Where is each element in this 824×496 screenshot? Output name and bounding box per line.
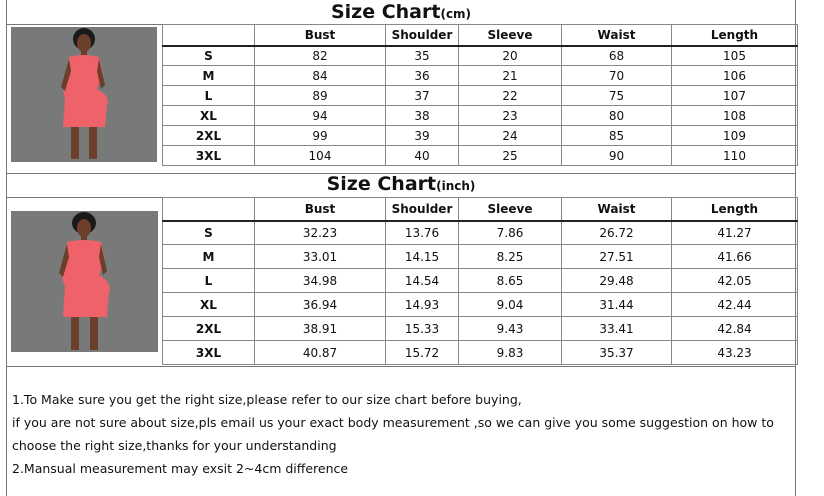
title-inch-unit: (inch): [436, 179, 476, 193]
table-cell: 33.01: [255, 245, 386, 269]
table-cell: 15.33: [386, 317, 459, 341]
header-shoulder: Shoulder: [386, 25, 459, 46]
table-cell: 7.86: [459, 221, 562, 245]
table-cell: 34.98: [255, 269, 386, 293]
table-row: [163, 221, 798, 245]
size-label: XL: [163, 293, 255, 317]
size-notes: [12, 388, 792, 480]
table-cell: 32.23: [255, 221, 386, 245]
header-waist: Waist: [562, 25, 672, 46]
table-cell: 8.65: [459, 269, 562, 293]
table-cell: 14.93: [386, 293, 459, 317]
table-cell: 27.51: [562, 245, 672, 269]
table-row: [163, 46, 798, 66]
table-header-row: [163, 198, 798, 221]
note-line: choose the right size,thanks for your understanding: [12, 438, 337, 453]
table-cell: 31.44: [562, 293, 672, 317]
table-cell: 84: [255, 66, 386, 86]
table-cell: 40.87: [255, 341, 386, 365]
table-cell: 75: [562, 86, 672, 106]
size-label: L: [163, 269, 255, 293]
size-table-inch: [162, 197, 798, 365]
divider: [6, 366, 796, 367]
table-header-row: [163, 25, 798, 46]
table-cell: 106: [672, 66, 798, 86]
header-shoulder: Shoulder: [386, 198, 459, 221]
size-label: 3XL: [163, 341, 255, 365]
table-row: [163, 341, 798, 365]
table-cell: 33.41: [562, 317, 672, 341]
size-table-cm: [162, 24, 798, 166]
table-row: [163, 86, 798, 106]
table-cell: 9.43: [459, 317, 562, 341]
table-cell: 36.94: [255, 293, 386, 317]
table-cell: 89: [255, 86, 386, 106]
size-label: XL: [163, 106, 255, 126]
table-cell: 35: [386, 46, 459, 66]
size-label: S: [163, 221, 255, 245]
size-label: M: [163, 66, 255, 86]
header-bust: Bust: [255, 198, 386, 221]
table-cell: 41.66: [672, 245, 798, 269]
table-cell: 105: [672, 46, 798, 66]
table-cell: 36: [386, 66, 459, 86]
table-row: [163, 269, 798, 293]
table-cell: 23: [459, 106, 562, 126]
table-row: [163, 66, 798, 86]
size-label: 2XL: [163, 126, 255, 146]
table-cell: 110: [672, 146, 798, 166]
table-cell: 68: [562, 46, 672, 66]
title-cm-text: Size Chart: [330, 1, 441, 23]
header-length: Length: [672, 25, 798, 46]
title-inch: [6, 173, 796, 196]
table-cell: 85: [562, 126, 672, 146]
title-cm: [6, 0, 796, 24]
table-cell: 21: [459, 66, 562, 86]
table-cell: 9.83: [459, 341, 562, 365]
note-line: 1.To Make sure you get the right size,please refer to our size chart before buying,: [12, 392, 522, 407]
table-cell: 107: [672, 86, 798, 106]
table-cell: 13.76: [386, 221, 459, 245]
table-cell: 26.72: [562, 221, 672, 245]
size-label: 3XL: [163, 146, 255, 166]
table-cell: 80: [562, 106, 672, 126]
table-row: [163, 146, 798, 166]
table-cell: 94: [255, 106, 386, 126]
table-cell: 109: [672, 126, 798, 146]
table-cell: 108: [672, 106, 798, 126]
table-cell: 14.54: [386, 269, 459, 293]
table-cell: 39: [386, 126, 459, 146]
note-line: if you are not sure about size,pls email us your exact body measurement ,so we can give you some suggestion on how to: [12, 415, 774, 430]
title-inch-text: Size Chart: [326, 173, 437, 195]
table-cell: 70: [562, 66, 672, 86]
table-row: [163, 293, 798, 317]
header-size: [163, 198, 255, 221]
header-length: Length: [672, 198, 798, 221]
table-cell: 40: [386, 146, 459, 166]
table-row: [163, 245, 798, 269]
model-photo-inch: [11, 211, 158, 352]
header-waist: Waist: [562, 198, 672, 221]
table-cell: 29.48: [562, 269, 672, 293]
table-cell: 25: [459, 146, 562, 166]
size-label: M: [163, 245, 255, 269]
table-row: [163, 317, 798, 341]
table-row: [163, 106, 798, 126]
table-cell: 14.15: [386, 245, 459, 269]
model-photo-icon: [11, 211, 158, 352]
table-cell: 43.23: [672, 341, 798, 365]
model-photo-cm: [11, 27, 157, 162]
table-cell: 42.44: [672, 293, 798, 317]
table-cell: 42.84: [672, 317, 798, 341]
table-cell: 8.25: [459, 245, 562, 269]
table-cell: 90: [562, 146, 672, 166]
note-line: 2.Mansual measurement may exsit 2~4cm difference: [12, 461, 349, 476]
table-cell: 9.04: [459, 293, 562, 317]
table-cell: 37: [386, 86, 459, 106]
table-cell: 42.05: [672, 269, 798, 293]
table-cell: 22: [459, 86, 562, 106]
header-size: [163, 25, 255, 46]
title-cm-unit: (cm): [440, 7, 472, 21]
table-row: [163, 126, 798, 146]
header-sleeve: Sleeve: [459, 25, 562, 46]
table-cell: 104: [255, 146, 386, 166]
model-photo-icon: [11, 27, 157, 162]
size-label: 2XL: [163, 317, 255, 341]
table-cell: 20: [459, 46, 562, 66]
table-cell: 38: [386, 106, 459, 126]
table-cell: 38.91: [255, 317, 386, 341]
size-label: L: [163, 86, 255, 106]
header-sleeve: Sleeve: [459, 198, 562, 221]
table-cell: 24: [459, 126, 562, 146]
table-cell: 99: [255, 126, 386, 146]
size-label: S: [163, 46, 255, 66]
table-cell: 35.37: [562, 341, 672, 365]
header-bust: Bust: [255, 25, 386, 46]
table-cell: 15.72: [386, 341, 459, 365]
table-cell: 41.27: [672, 221, 798, 245]
table-cell: 82: [255, 46, 386, 66]
